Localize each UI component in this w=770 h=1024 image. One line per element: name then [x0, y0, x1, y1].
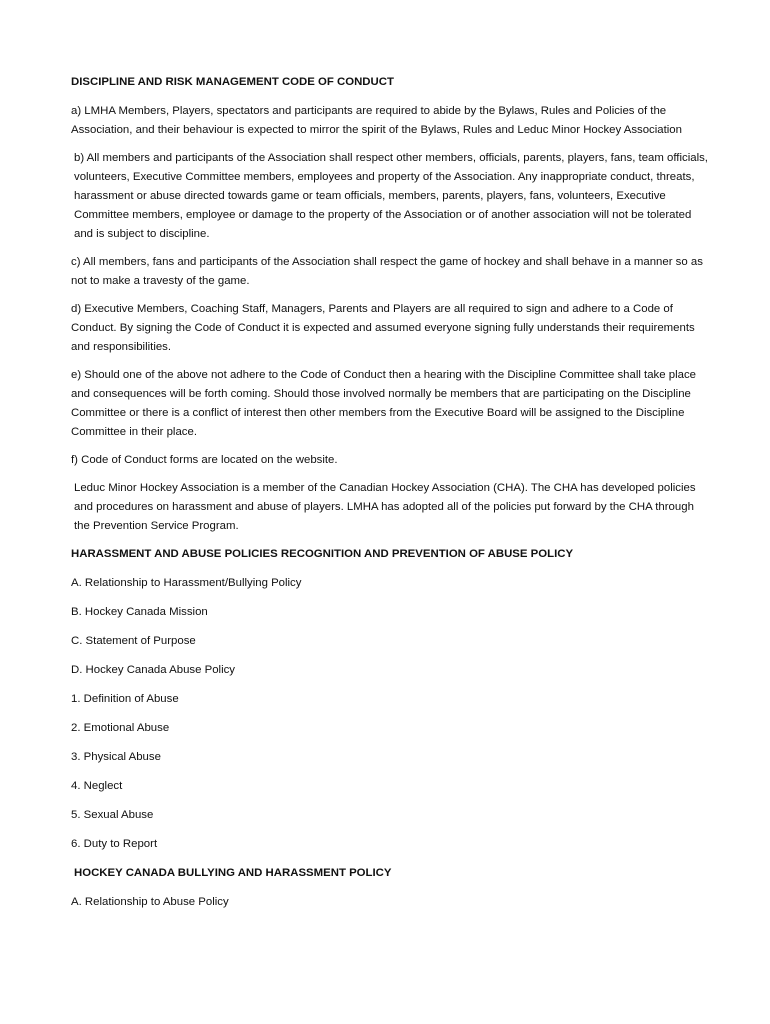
paragraph-d: d) Executive Members, Coaching Staff, Managers, Parents and Players are all required to sign and adhere to a Code of Conduct. By signing the Code of Conduct it is expected and assumed everyone signing fully understands their requirements and responsibilities.: [71, 303, 695, 353]
section-heading-harassment-abuse: HARASSMENT AND ABUSE POLICIES RECOGNITION AND PREVENTION OF ABUSE POLICY: [71, 548, 574, 560]
paragraph-f: f) Code of Conduct forms are located on the website.: [71, 454, 338, 466]
list-item: 6. Duty to Report: [71, 838, 158, 850]
list-item: 2. Emotional Abuse: [71, 722, 170, 734]
list-item: D. Hockey Canada Abuse Policy: [71, 664, 235, 676]
list-item: C. Statement of Purpose: [71, 635, 196, 647]
paragraph-c: c) All members, fans and participants of the Association shall respect the game of hockey and shall behave in a manner so as not to make a travesty of the game.: [71, 256, 703, 287]
document-title: DISCIPLINE AND RISK MANAGEMENT CODE OF CONDUCT: [71, 76, 394, 88]
list-item: A. Relationship to Abuse Policy: [71, 896, 229, 908]
list-item: A. Relationship to Harassment/Bullying Policy: [71, 577, 302, 589]
document-page: [71, 73, 711, 922]
paragraph-e: e) Should one of the above not adhere to the Code of Conduct then a hearing with the Discipline Committee shall take place and consequences will be forth coming. Should those involved normally be members that are participating on the Discipline Committee or there is a conflict of interest then other members from the Executive Board will be assigned to the Discipline Committee in their place.: [71, 369, 696, 438]
paragraph-b: b) All members and participants of the Association shall respect other members, officials, parents, players, fans, team officials, volunteers, Executive Committee members, employees and property of the Association. Any inappropriate conduct, threats, harassment or abuse directed towards game or team officials, members, parents, players, fans, volunteers, Executive Committee members, employee or damage to the property of the Association or of another association will not be tolerated and is subject to discipline.: [74, 152, 708, 240]
list-item: 3. Physical Abuse: [71, 751, 161, 763]
list-item: 1. Definition of Abuse: [71, 693, 179, 705]
list-item: 5. Sexual Abuse: [71, 809, 154, 821]
paragraph-cha: Leduc Minor Hockey Association is a member of the Canadian Hockey Association (CHA). The CHA has developed policies and procedures on harassment and abuse of players. LMHA has adopted all of the policies put forward by the CHA through the Prevention Service Program.: [74, 482, 696, 532]
paragraph-a: a) LMHA Members, Players, spectators and participants are required to abide by the Bylaws, Rules and Policies of the Association, and their behaviour is expected to mirror the spirit of the Bylaws, Rules and Leduc Minor Hockey Association: [71, 105, 682, 136]
section-heading-bullying-harassment: HOCKEY CANADA BULLYING AND HARASSMENT POLICY: [74, 867, 392, 879]
list-item: B. Hockey Canada Mission: [71, 606, 208, 618]
list-item: 4. Neglect: [71, 780, 123, 792]
